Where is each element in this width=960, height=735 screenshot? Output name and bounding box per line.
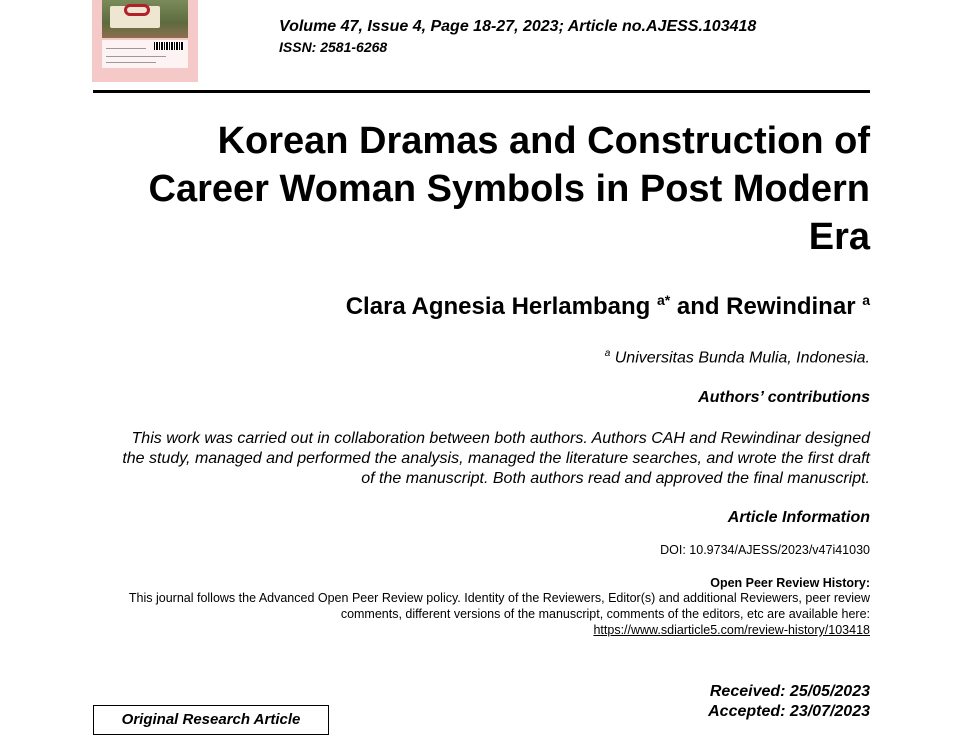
article-information-heading: Article Information <box>727 509 870 526</box>
contributions-heading: Authors’ contributions <box>698 389 870 406</box>
accepted-date: Accepted: 23/07/2023 <box>708 703 870 720</box>
header-rule <box>93 90 870 93</box>
review-history-link[interactable]: https://www.sdiarticle5.com/review-history/103418 <box>593 623 870 637</box>
author-1-affiliation-mark: a* <box>656 292 671 308</box>
affiliation-text: Universitas Bunda Mulia, Indonesia. <box>614 349 870 367</box>
peer-review-text: This journal follows the Advanced Open Peer Review policy. Identity of the Reviewers, Editor(s) and additional Reviewers, peer review comments, different versions of the manuscript, comments of the editors, etc are available here: <box>128 591 870 621</box>
cover-glasses-image <box>124 4 150 16</box>
barcode-icon <box>154 42 184 50</box>
peer-review-heading: Open Peer Review History: <box>710 576 870 590</box>
affiliation-mark: a <box>604 348 611 359</box>
cover-meta-block <box>102 40 188 68</box>
author-line <box>346 292 870 321</box>
contributions-text: This work was carried out in collaboration between both authors. Authors CAH and Rewindinar designed the study, managed and performed the analysis, managed the literature searches, and wrote the first draft of the manuscript. Both authors read and approved the final manuscript. <box>122 430 870 487</box>
journal-issn-line: ISSN: 2581-6268 <box>279 39 388 55</box>
doi-line: DOI: 10.9734/AJESS/2023/v47i41030 <box>660 543 870 557</box>
journal-volume-line: Volume 47, Issue 4, Page 18-27, 2023; Article no.AJESS.103418 <box>279 18 757 35</box>
journal-cover-thumbnail <box>92 0 198 82</box>
affiliation <box>605 348 870 367</box>
received-date: Received: 25/05/2023 <box>709 683 870 700</box>
article-type-badge: Original Research Article <box>93 705 329 735</box>
author-2-affiliation-mark: a <box>862 292 870 308</box>
author-join: and Rewindinar <box>676 293 856 320</box>
cover-photo <box>102 0 188 38</box>
author-1-name: Clara Agnesia Herlambang <box>345 293 651 320</box>
article-title: Korean Dramas and Construction of Career Woman Symbols in Post Modern Era <box>148 120 870 258</box>
